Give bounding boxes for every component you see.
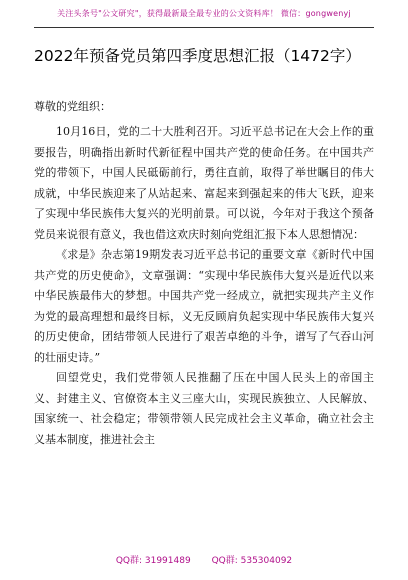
salutation: 尊敬的党组织： <box>34 100 111 113</box>
footer <box>0 553 408 566</box>
header-divider <box>34 27 374 28</box>
header-notice: 关注头条号"公文研究"，获得最新最全最专业的公文资料库！ 微信：gongwenyj <box>57 9 351 18</box>
paragraph-1: 10月16日，党的二十大胜利召开。习近平总书记在大会上作的重要报告，明确指出新时代新征程中国共产党的使命任务。在中国共产党的带领下，中国人民砥砺前行，勇往直前，取得了举世瞩目的伟大成就，中华民族迎来了从站起来、富起来到强起来的伟大飞跃，迎来了实现中华民族伟大复兴的光明前景。可以说，今年对于我这个预备党员来说很有意义，我也借这欢庆时刻向党组汇报下本人思想情况： <box>34 125 374 241</box>
paragraph-2: 《求是》杂志第19期发表习近平总书记的重要文章《新时代中国共产党的历史使命》，文章强调：“实现中华民族伟大复兴是近代以来中华民族最伟大的梦想。中国共产党一经成立，就把实现共产主义作为党的最高理想和最终目标，义无反顾肩负起实现中华民族伟大复兴的历史使命，团结带领人民进行了艰苦卓绝的斗争，谱写了气吞山河的壮丽史诗。” <box>34 248 374 364</box>
document-title: 2022年预备党员第四季度思想汇报（1472字） <box>34 47 361 65</box>
document-body <box>34 122 374 450</box>
footer-qq-group-2: QQ群: 535304092 <box>211 556 293 566</box>
footer-qq-group-1: QQ群: 31991489 <box>115 556 191 566</box>
paragraph-3: 回望党史，我们党带领人民推翻了压在中国人民头上的帝国主义、封建主义、官僚资本主义三座大山，实现民族独立、人民解放、国家统一、社会稳定；带领带领人民完成社会主义革命，确立社会主义基本制度，推进社会主 <box>34 371 374 446</box>
